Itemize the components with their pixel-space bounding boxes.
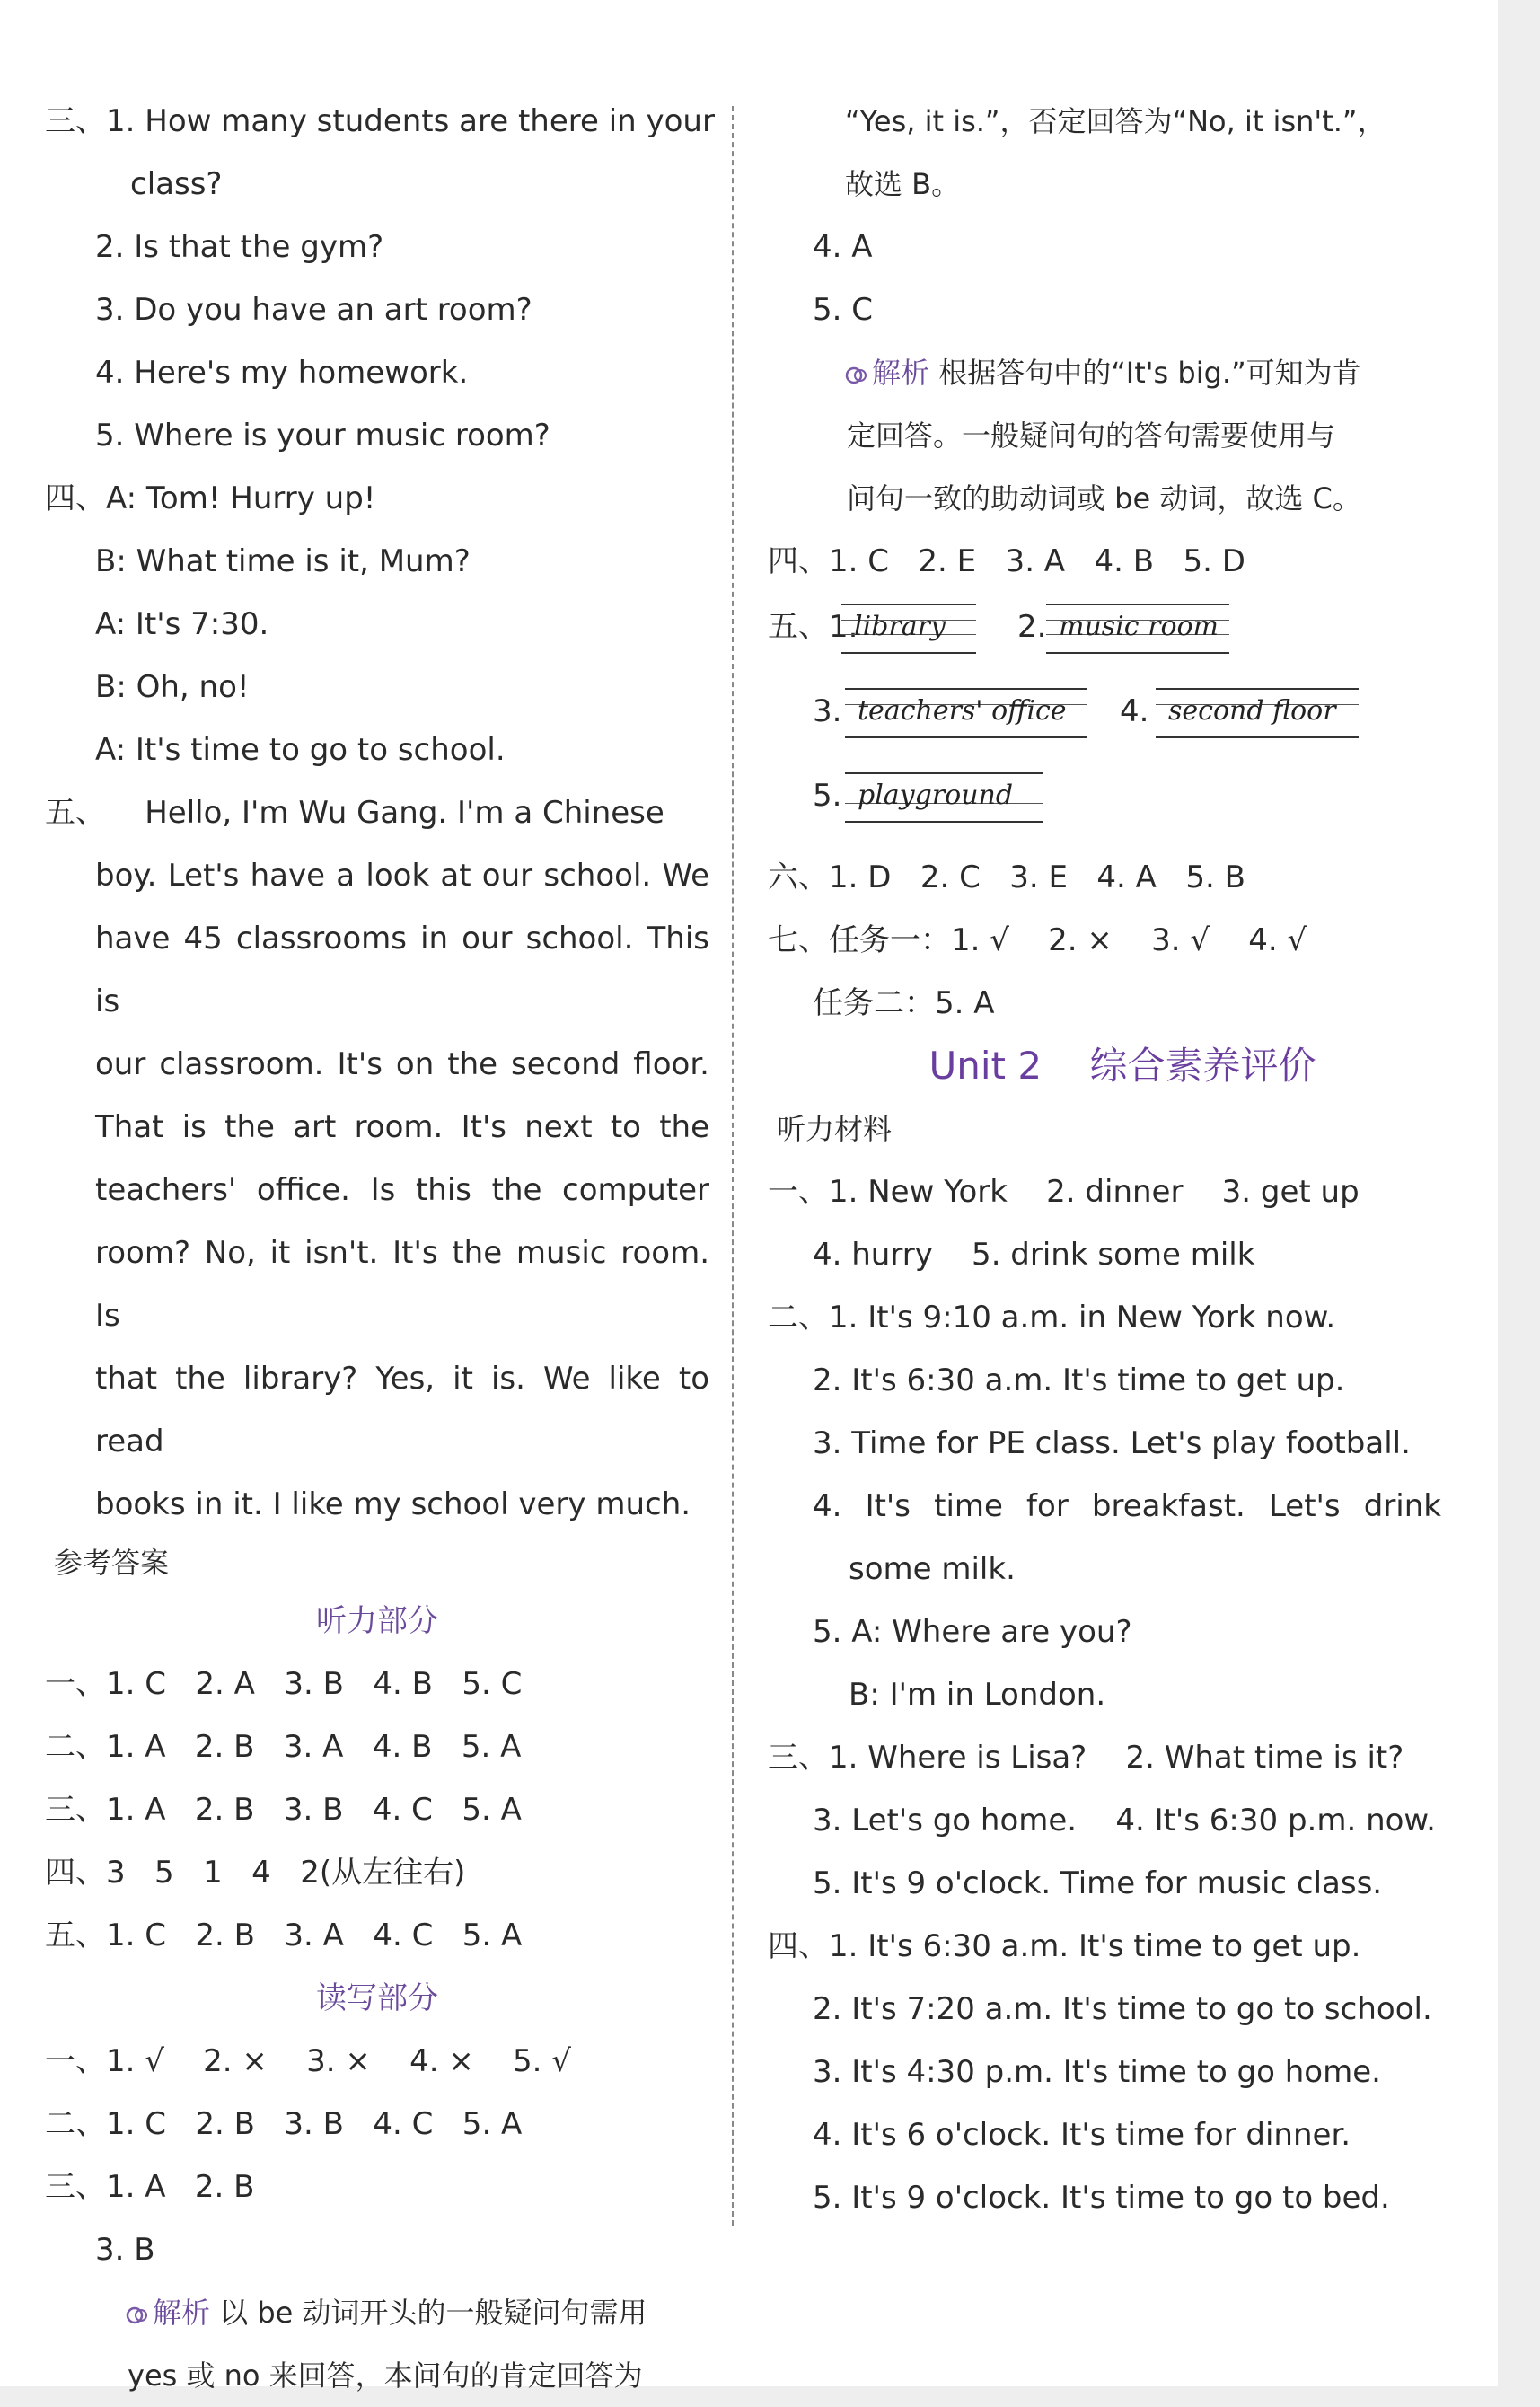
line: 4. Here's my homework. — [95, 355, 469, 391]
handwritten-answer: playground — [858, 780, 1014, 811]
handwritten-answer: second floor — [1168, 695, 1336, 727]
analysis-line — [45, 2281, 709, 2344]
answer-line: 三、1. Where is Lisa? 2. What time is it? — [768, 1740, 1404, 1776]
handwritten-answer: library — [854, 611, 946, 642]
handwriting-blank — [845, 772, 1043, 823]
answer-line: 一、1. C 2. A 3. B 4. B 5. C — [45, 1666, 523, 1702]
answer-line: 3. Let's go home. 4. It's 6:30 p.m. now. — [813, 1803, 1436, 1838]
handwritten-answer: music room — [1059, 611, 1219, 642]
line: B: What time is it, Mum? — [95, 543, 471, 579]
answer-line: 4. A — [813, 229, 873, 265]
analysis-text: 根据答句中的“It's big.”可知为肯 — [938, 356, 1361, 390]
line: teachers' office. Is this the computer — [95, 1172, 709, 1208]
line: that the library? Yes, it is. We like to read — [95, 1361, 709, 1459]
line: That is the art room. It's next to the — [95, 1109, 709, 1145]
analysis-line — [768, 341, 1441, 404]
listening-material-heading: 听力材料 — [777, 1112, 893, 1146]
answer-line: 七、任务一：1. √ 2. × 3. √ 4. √ — [768, 922, 1307, 958]
answer-line: 3. B — [95, 2232, 155, 2268]
analysis-text: 以 be 动词开头的一般疑问句需用 — [219, 2296, 647, 2330]
answer-line: 5. It's 9 o'clock. Time for music class. — [813, 1865, 1383, 1901]
answer-line: 5. C — [813, 292, 873, 328]
line: class? — [130, 166, 223, 202]
unit-title: Unit 2 综合素养评价 — [928, 1044, 1316, 1088]
analysis-icon — [845, 366, 868, 384]
analysis-line: “Yes, it is.”，否定回答为“No, it isn't.”， — [845, 104, 1386, 138]
analysis-label: 解析 — [153, 2296, 211, 2330]
answer-line: 四、1. It's 6:30 a.m. It's time to get up. — [768, 1928, 1361, 1964]
answer-line: 5. A: Where are you? — [813, 1614, 1132, 1650]
handwriting-blank — [1046, 604, 1229, 654]
line: have 45 classrooms in our school. This is — [95, 921, 709, 1019]
line: 3. Do you have an art room? — [95, 292, 532, 328]
column-divider — [732, 106, 734, 2226]
line: 5. Where is your music room? — [95, 418, 550, 454]
line: 四、A: Tom! Hurry up! — [45, 481, 376, 516]
answer-line: 4. It's 6 o'clock. It's time for dinner. — [813, 2117, 1351, 2153]
line: A: It's 7:30. — [95, 606, 269, 642]
answer-line: 2. It's 6:30 a.m. It's time to get up. — [813, 1362, 1345, 1398]
line: room? No, it isn't. It's the music room. Is — [95, 1235, 709, 1334]
answer-line: 二、1. A 2. B 3. A 4. B 5. A — [45, 1729, 522, 1765]
analysis-icon — [126, 2306, 149, 2324]
handwritten-answer: teachers' office — [858, 695, 1067, 727]
line: 2. Is that the gym? — [95, 229, 384, 265]
blank-number: 2. — [1017, 609, 1047, 645]
answer-line: some milk. — [849, 1551, 1016, 1587]
analysis-line: yes 或 no 来回答，本问句的肯定回答为 — [128, 2359, 643, 2393]
line: our classroom. It's on the second floor. — [95, 1046, 709, 1082]
line: 三、1. How many students are there in your — [45, 103, 715, 139]
answer-line: 任务二：5. A — [813, 985, 995, 1021]
line: boy. Let's have a look at our school. We — [95, 858, 709, 894]
handwriting-blank — [1156, 688, 1359, 738]
fill-blank-row — [768, 677, 1441, 762]
answer-line: 4. It's time for breakfast. Let's drink — [813, 1488, 1441, 1524]
analysis-line: 定回答。一般疑问句的答句需要使用与 — [847, 419, 1336, 453]
answer-line: 六、1. D 2. C 3. E 4. A 5. B — [768, 860, 1245, 895]
answer-line: 五、1. C 2. B 3. A 4. C 5. A — [45, 1918, 523, 1953]
fill-blank-row — [768, 593, 1441, 677]
reference-answers-heading: 参考答案 — [54, 1546, 170, 1580]
analysis-line: 问句一致的助动词或 be 动词，故选 C。 — [847, 481, 1361, 516]
answer-line: 二、1. It's 9:10 a.m. in New York now. — [768, 1300, 1336, 1336]
blank-number: 5. — [813, 778, 842, 814]
answer-line: 5. It's 9 o'clock. It's time to go to bed. — [813, 2180, 1390, 2216]
line: books in it. I like my school very much. — [95, 1486, 691, 1522]
reading-writing-section-heading: 读写部分 — [316, 1980, 438, 2016]
answer-line: 2. It's 7:20 a.m. It's time to go to school. — [813, 1991, 1432, 2027]
answer-line: 3. Time for PE class. Let's play football. — [813, 1425, 1411, 1461]
answer-line: 四、1. C 2. E 3. A 4. B 5. D — [768, 543, 1245, 579]
line: A: It's time to go to school. — [95, 732, 506, 768]
answer-line: 4. hurry 5. drink some milk — [813, 1237, 1255, 1273]
handwriting-blank — [841, 604, 976, 654]
blank-number: 五、1. — [768, 609, 858, 645]
answer-line: 三、1. A 2. B — [45, 2169, 255, 2205]
left-column — [45, 90, 715, 2407]
answer-line: 三、1. A 2. B 3. B 4. C 5. A — [45, 1792, 522, 1828]
answer-line: 四、3 5 1 4 2(从左往右) — [45, 1855, 466, 1891]
answer-line: 一、1. New York 2. dinner 3. get up — [768, 1174, 1360, 1210]
blank-number: 4. — [1120, 693, 1149, 729]
line: B: Oh, no! — [95, 669, 250, 705]
analysis-label: 解析 — [872, 356, 930, 390]
answer-line: 一、1. √ 2. × 3. × 4. × 5. √ — [45, 2043, 571, 2079]
answer-line: 3. It's 4:30 p.m. It's time to go home. — [813, 2054, 1381, 2090]
handwriting-blank — [845, 688, 1087, 738]
blank-number: 3. — [813, 693, 842, 729]
answer-line: 二、1. C 2. B 3. B 4. C 5. A — [45, 2106, 523, 2142]
right-column — [768, 90, 1441, 2229]
analysis-line: 故选 B。 — [845, 167, 961, 201]
fill-blank-row — [768, 762, 1441, 846]
answer-line: B: I'm in London. — [849, 1677, 1106, 1713]
line: 五、 Hello, I'm Wu Gang. I'm a Chinese — [45, 795, 664, 831]
listening-section-heading: 听力部分 — [316, 1603, 438, 1639]
